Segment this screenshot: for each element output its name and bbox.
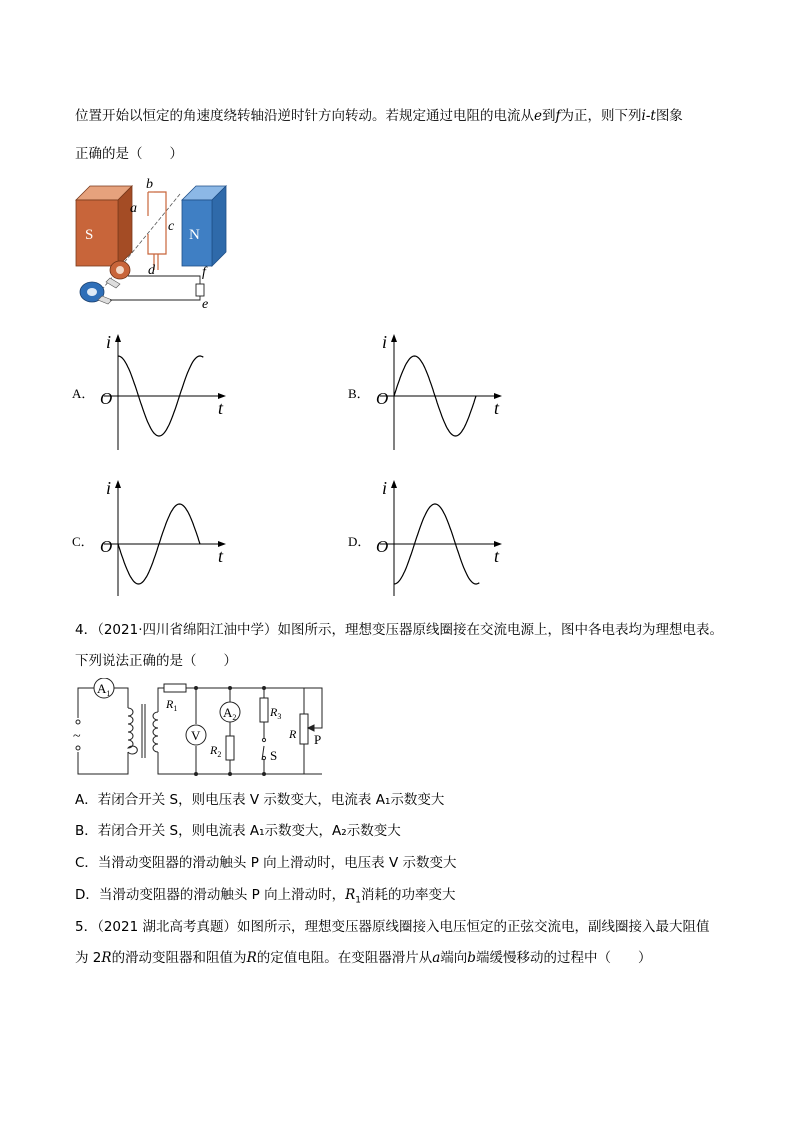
q5-stem-text: 的滑动变阻器和阻值为 — [111, 950, 247, 966]
option-a-label[interactable]: A． — [72, 386, 95, 401]
slider-label: P — [314, 732, 322, 747]
q5-stem-line2 — [75, 948, 651, 968]
q4-stem-line2: 下列说法正确的是（ ） — [75, 653, 237, 669]
origin-label: O — [100, 537, 113, 556]
n-pole-label: N — [189, 227, 200, 243]
option-c-label[interactable]: C． — [72, 534, 94, 549]
q5-stem-line1: 5．（2021 湖北高考真题）如图所示，理想变压器原线圈接入电压恒定的正弦交流电，副线圈接入最大阻值 — [75, 919, 710, 935]
var-e: e — [534, 108, 542, 124]
option-a-graph — [96, 332, 246, 454]
r3-label: $R_3$ — [270, 705, 282, 721]
s-pole-label: S — [85, 227, 94, 243]
option-b-label[interactable]: B． — [348, 386, 370, 401]
label-c: c — [168, 219, 175, 234]
q3-stem-line2: 正确的是（ ） — [75, 146, 183, 162]
var-it: i-t — [641, 108, 656, 124]
rheostat-label: R — [289, 727, 297, 741]
q5-stem-text: 为 2 — [75, 950, 102, 966]
var-r: R — [246, 950, 257, 966]
axis-t-label: t — [218, 398, 224, 418]
ac-source-symbol: ~ — [73, 729, 81, 744]
q4-stem-line1: 4．（2021·四川省绵阳江油中学）如图所示，理想变压器原线圈接在交流电源上，图中各电表均为理想电表。 — [75, 622, 723, 638]
var-b: b — [467, 950, 476, 966]
label-a: a — [130, 201, 137, 216]
origin-label: O — [376, 389, 389, 408]
q5-stem-text: 端缓慢移动的过程中（ ） — [475, 950, 652, 966]
q3-stem-text: 位置开始以恒定的角速度绕转轴沿逆时针方向转动。若规定通过电阻的电流从 — [75, 108, 534, 124]
s-magnet — [76, 186, 132, 266]
transformer-circuit — [66, 678, 338, 782]
r2-label: $R_2$ — [210, 743, 222, 759]
q4-option-d[interactable] — [75, 885, 456, 911]
label-f: f — [202, 265, 206, 280]
q4-option-d-text: 消耗的功率变大 — [361, 887, 456, 903]
axis-i-label: i — [106, 478, 112, 498]
var-f: f — [555, 108, 561, 124]
q5-stem-text: 的定值电阻。在变阻器滑片从 — [256, 950, 433, 966]
switch-label: S — [270, 748, 278, 763]
option-d-label[interactable]: D． — [348, 534, 371, 549]
ammeter-a2-label: $A_2$ — [223, 705, 237, 722]
n-magnet — [182, 186, 226, 266]
q4-option-c[interactable]: C．当滑动变阻器的滑动触头 P 向上滑动时，电压表 V 示数变大 — [75, 855, 457, 871]
q5-stem-text: 端向 — [440, 950, 468, 966]
ammeter-a1-label: $A_1$ — [97, 681, 111, 698]
generator-diagram — [70, 172, 230, 312]
q4-option-b[interactable]: B．若闭合开关 S，则电流表 A₁示数变大，A₂示数变大 — [75, 823, 401, 839]
var-r1: R — [345, 887, 356, 903]
q4-option-a[interactable]: A．若闭合开关 S，则电压表 V 示数变大，电流表 A₁示数变大 — [75, 792, 445, 808]
var-r1-subscript: 1 — [355, 895, 362, 906]
slip-rings — [80, 261, 130, 304]
axis-t-label: t — [218, 546, 224, 566]
axis-t-label: t — [494, 546, 500, 566]
option-b-graph — [372, 332, 522, 454]
axis-t-label: t — [494, 398, 500, 418]
external-wires — [110, 276, 204, 300]
label-d: d — [148, 263, 155, 278]
q3-stem-text: 为正，则下列 — [560, 108, 642, 124]
r1-label: $R_1$ — [166, 697, 178, 713]
axis-i-label: i — [106, 332, 112, 352]
q3-stem-text: 图象 — [655, 108, 683, 124]
q4-option-d-text: D．当滑动变阻器的滑动触头 P 向上滑动时， — [75, 887, 346, 903]
label-b: b — [146, 177, 153, 192]
q3-stem-line1 — [75, 106, 683, 126]
coil — [148, 192, 166, 270]
option-d-graph — [372, 478, 522, 600]
voltmeter-label: V — [191, 728, 201, 743]
q3-stem-text: 到 — [542, 108, 556, 124]
axis-i-label: i — [382, 478, 388, 498]
label-e: e — [202, 297, 209, 312]
option-c-graph — [96, 478, 246, 600]
axis-i-label: i — [382, 332, 388, 352]
var-r: R — [101, 950, 112, 966]
origin-label: O — [100, 389, 113, 408]
var-a: a — [432, 950, 441, 966]
origin-label: O — [376, 537, 389, 556]
